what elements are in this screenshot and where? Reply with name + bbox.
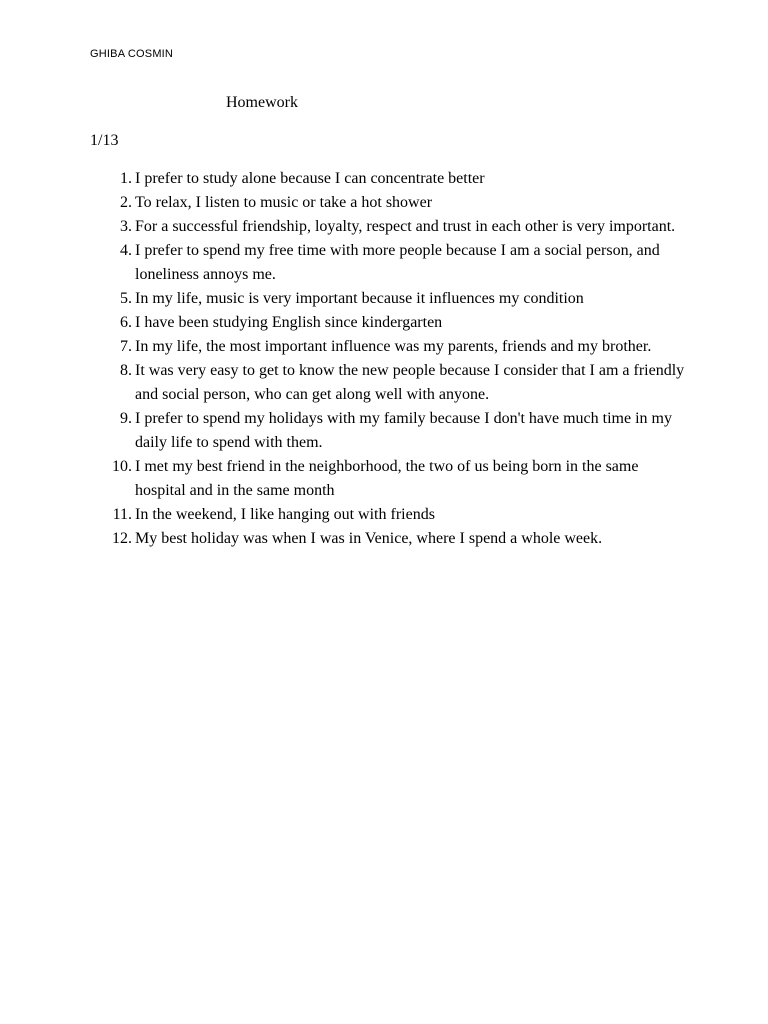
item-text: In my life, music is very important because it influences my condition [135,290,584,307]
author-name: GHIBA COSMIN [90,48,174,60]
item-number: 4. [120,242,132,259]
item-text: I have been studying English since kindergarten [135,314,443,331]
item-number: 9. [120,410,132,427]
item-text: I prefer to spend my free time with more people because I am a social person, and loneliness annoys me. [135,242,660,283]
item-number: 1. [120,170,132,187]
document-title: Homework [226,94,298,111]
item-number: 12. [112,530,132,547]
list-item [108,311,688,335]
item-number: 7. [120,338,132,355]
list-item [108,167,688,191]
item-text: In the weekend, I like hanging out with friends [135,506,435,523]
item-text: In my life, the most important influence was my parents, friends and my brother. [135,338,652,355]
list-item [108,503,688,527]
list-item [108,239,688,287]
list-item [108,455,688,503]
item-text: To relax, I listen to music or take a hot shower [135,194,433,211]
item-text: I prefer to study alone because I can concentrate better [135,170,485,187]
answers-list [108,167,688,551]
item-text: For a successful friendship, loyalty, respect and trust in each other is very important. [135,218,676,235]
list-item [108,215,688,239]
list-item [108,191,688,215]
item-number: 3. [120,218,132,235]
item-number: 11. [112,506,132,523]
item-number: 6. [120,314,132,331]
document-date: 1/13 [90,132,119,149]
list-item [108,359,688,407]
item-text: I met my best friend in the neighborhood, the two of us being born in the same hospital and in the same month [135,458,639,499]
list-item [108,407,688,455]
item-number: 8. [120,362,132,379]
list-item [108,335,688,359]
list-item [108,287,688,311]
item-text: It was very easy to get to know the new people because I consider that I am a friendly and social person, who can get along well with anyone. [135,362,685,403]
item-number: 2. [120,194,132,211]
item-number: 10. [112,458,132,475]
item-number: 5. [120,290,132,307]
list-item [108,527,688,551]
item-text: My best holiday was when I was in Venice, where I spend a whole week. [135,530,603,547]
item-text: I prefer to spend my holidays with my family because I don't have much time in my daily life to spend with them. [135,410,672,451]
